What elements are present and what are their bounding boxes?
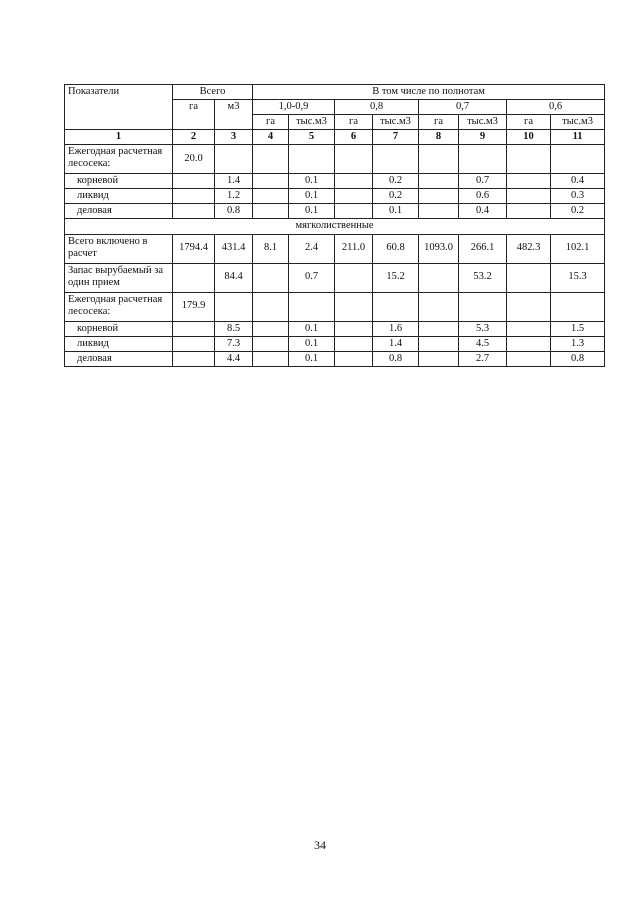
page-number: 34 — [314, 838, 326, 852]
table-cell — [507, 189, 551, 204]
table-cell: 266.1 — [459, 234, 507, 263]
column-number: 8 — [419, 130, 459, 145]
table-cell: 482.3 — [507, 234, 551, 263]
table-cell: 211.0 — [335, 234, 373, 263]
table-cell: 1.3 — [551, 336, 605, 351]
table-cell — [173, 174, 215, 189]
density-header: 1,0-0,9 — [253, 100, 335, 115]
total-header: Всего — [173, 85, 253, 100]
table-cell: 0.6 — [459, 189, 507, 204]
table-row — [65, 292, 605, 321]
unit-header: тыс.м3 — [373, 115, 419, 130]
table-cell: 0.1 — [289, 336, 335, 351]
table-cell: 0.1 — [289, 321, 335, 336]
forest-data-table — [64, 84, 605, 367]
table-cell: 4.4 — [215, 351, 253, 366]
table-cell — [459, 145, 507, 174]
table-cell — [253, 204, 289, 219]
table-cell: 15.3 — [551, 263, 605, 292]
table-cell — [507, 321, 551, 336]
table-cell: 0.1 — [289, 351, 335, 366]
table-cell: 102.1 — [551, 234, 605, 263]
table-cell — [335, 145, 373, 174]
column-number-row — [65, 130, 605, 145]
unit-header: тыс.м3 — [289, 115, 335, 130]
table-cell — [173, 351, 215, 366]
table-cell — [419, 145, 459, 174]
row-label: Всего включено в расчет — [65, 234, 173, 263]
unit-header: тыс.м3 — [459, 115, 507, 130]
table-row — [65, 189, 605, 204]
table-cell: 84.4 — [215, 263, 253, 292]
including-header: В том числе по полнотам — [253, 85, 605, 100]
table-cell: 0.3 — [551, 189, 605, 204]
table-cell: 0.8 — [373, 351, 419, 366]
column-number: 11 — [551, 130, 605, 145]
table-cell: 7.3 — [215, 336, 253, 351]
table-cell — [507, 145, 551, 174]
section-label: мягколиственные — [65, 219, 605, 234]
table-cell — [419, 292, 459, 321]
row-label: деловая — [65, 204, 173, 219]
table-cell: 8.5 — [215, 321, 253, 336]
table-cell: 8.1 — [253, 234, 289, 263]
table-cell — [335, 321, 373, 336]
unit-header: га — [507, 115, 551, 130]
table-cell: 0.8 — [551, 351, 605, 366]
unit-header: га — [335, 115, 373, 130]
section-row-group — [65, 219, 605, 234]
table-cell — [419, 189, 459, 204]
table-row — [65, 174, 605, 189]
table-cell: 0.7 — [459, 174, 507, 189]
table-cell: 1093.0 — [419, 234, 459, 263]
table-cell — [253, 351, 289, 366]
table-cell — [289, 292, 335, 321]
table-cell — [419, 263, 459, 292]
table-cell: 0.2 — [373, 174, 419, 189]
table-cell: 1.2 — [215, 189, 253, 204]
row-label: корневой — [65, 174, 173, 189]
table-cell — [459, 292, 507, 321]
table-cell — [215, 145, 253, 174]
table-cell: 0.1 — [373, 204, 419, 219]
header-row-1 — [65, 85, 605, 100]
table-cell: 0.4 — [459, 204, 507, 219]
table-cell — [419, 321, 459, 336]
column-number: 5 — [289, 130, 335, 145]
section-row — [65, 219, 605, 234]
table-cell — [507, 292, 551, 321]
table-cell — [253, 263, 289, 292]
table-cell — [215, 292, 253, 321]
table-row — [65, 321, 605, 336]
table-cell — [173, 204, 215, 219]
row-label: Ежегодная расчетная лесосека: — [65, 292, 173, 321]
column-number: 10 — [507, 130, 551, 145]
table-cell: 0.1 — [289, 204, 335, 219]
table-cell — [335, 174, 373, 189]
table-cell — [551, 292, 605, 321]
table-cell: 0.2 — [373, 189, 419, 204]
table-cell — [507, 174, 551, 189]
table-cell: 0.1 — [289, 189, 335, 204]
table-cell — [507, 204, 551, 219]
row-label: Запас вырубаемый за один прием — [65, 263, 173, 292]
table-cell — [173, 336, 215, 351]
table-cell: 4.5 — [459, 336, 507, 351]
table-cell: 2.7 — [459, 351, 507, 366]
density-header: 0,8 — [335, 100, 419, 115]
table-cell: 0.8 — [215, 204, 253, 219]
table-cell: 5.3 — [459, 321, 507, 336]
total-m3-header: м3 — [215, 100, 253, 130]
unit-header: га — [419, 115, 459, 130]
row-label: ликвид — [65, 336, 173, 351]
table-cell — [507, 263, 551, 292]
density-header: 0,6 — [507, 100, 605, 115]
table-cell: 1.4 — [373, 336, 419, 351]
table-cell: 1.4 — [215, 174, 253, 189]
column-number: 9 — [459, 130, 507, 145]
table-body-bottom — [65, 234, 605, 366]
table-cell — [173, 189, 215, 204]
table-cell: 0.7 — [289, 263, 335, 292]
table-cell — [253, 336, 289, 351]
column-number: 2 — [173, 130, 215, 145]
table-row — [65, 263, 605, 292]
unit-header: га — [253, 115, 289, 130]
table-cell — [335, 204, 373, 219]
column-number: 4 — [253, 130, 289, 145]
density-header: 0,7 — [419, 100, 507, 115]
table-cell: 20.0 — [173, 145, 215, 174]
table-cell — [419, 351, 459, 366]
table-cell — [335, 351, 373, 366]
table-cell — [335, 336, 373, 351]
table-cell — [373, 292, 419, 321]
table-cell — [335, 189, 373, 204]
table-cell — [419, 336, 459, 351]
table-cell — [335, 292, 373, 321]
row-label: корневой — [65, 321, 173, 336]
row-label: Ежегодная расчетная лесосека: — [65, 145, 173, 174]
table-cell — [373, 145, 419, 174]
total-ha-header: га — [173, 100, 215, 130]
table-cell: 0.2 — [551, 204, 605, 219]
table-row — [65, 351, 605, 366]
table-cell: 53.2 — [459, 263, 507, 292]
table-cell — [253, 321, 289, 336]
table-cell — [253, 145, 289, 174]
table-cell — [253, 174, 289, 189]
table-cell — [507, 336, 551, 351]
table-row — [65, 145, 605, 174]
table-cell: 0.1 — [289, 174, 335, 189]
column-number: 6 — [335, 130, 373, 145]
table-cell: 1794.4 — [173, 234, 215, 263]
table-cell: 0.4 — [551, 174, 605, 189]
table-cell — [419, 174, 459, 189]
table-row — [65, 234, 605, 263]
table-cell — [173, 263, 215, 292]
table-cell — [551, 145, 605, 174]
table-cell — [173, 321, 215, 336]
table-cell: 1.5 — [551, 321, 605, 336]
column-number: 1 — [65, 130, 173, 145]
table-body-top — [65, 145, 605, 219]
table-cell — [289, 145, 335, 174]
column-number: 3 — [215, 130, 253, 145]
table-cell: 179.9 — [173, 292, 215, 321]
table-cell — [253, 189, 289, 204]
table-cell: 1.6 — [373, 321, 419, 336]
table-cell — [253, 292, 289, 321]
row-label: ликвид — [65, 189, 173, 204]
table-cell — [335, 263, 373, 292]
table-cell: 60.8 — [373, 234, 419, 263]
indicators-header: Показатели — [65, 85, 173, 130]
unit-header: тыс.м3 — [551, 115, 605, 130]
column-number: 7 — [373, 130, 419, 145]
table-row — [65, 204, 605, 219]
table-cell: 2.4 — [289, 234, 335, 263]
table-cell: 431.4 — [215, 234, 253, 263]
table-cell: 15.2 — [373, 263, 419, 292]
table-cell — [507, 351, 551, 366]
table-row — [65, 336, 605, 351]
table-cell — [419, 204, 459, 219]
row-label: деловая — [65, 351, 173, 366]
